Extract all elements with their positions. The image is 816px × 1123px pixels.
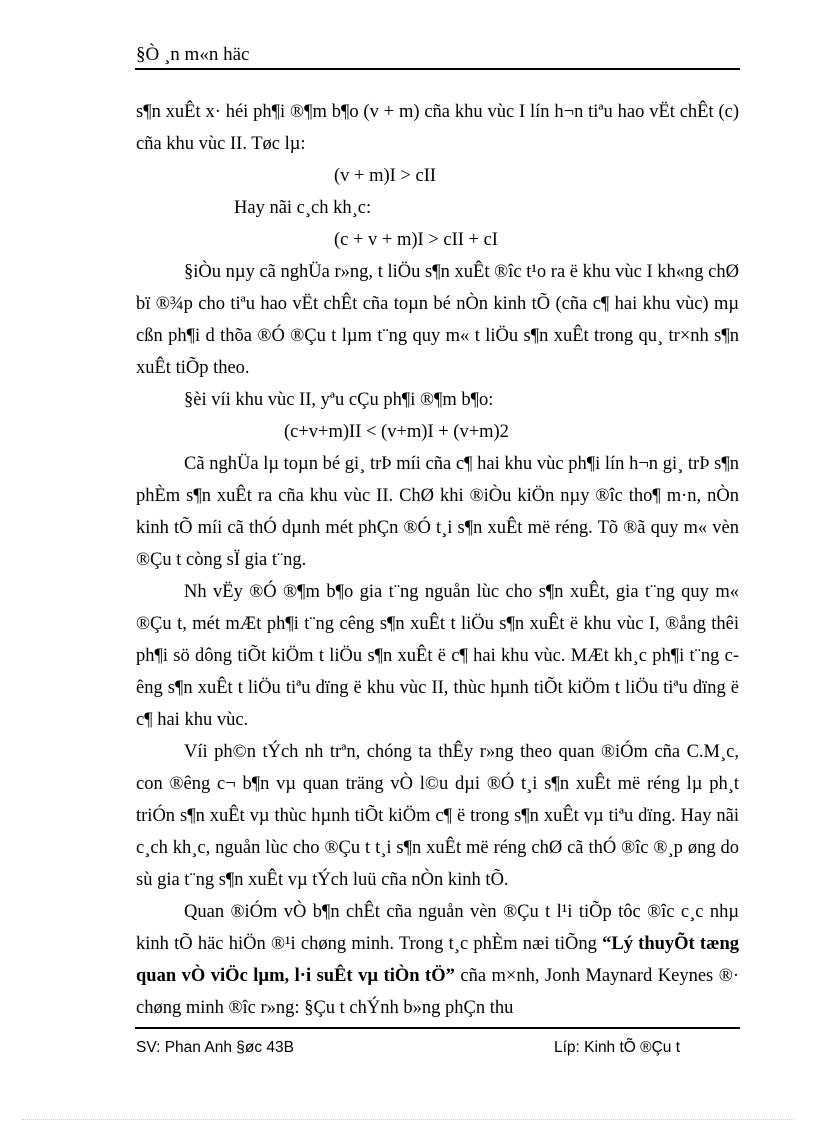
equation-intro: Hay nãi c¸ch kh¸c: [234, 198, 372, 218]
equation-2: (c + v + m)I > cII + cI [334, 230, 498, 250]
footer-rule [135, 1027, 740, 1029]
paragraph-1: s¶n xuÊt x· héi ph¶i ®¶m b¶o (v + m) cña khu vùc I lín h¬n tiªu hao vËt chÊt (c) cña khu vùc II. Tøc lµ: [136, 102, 739, 154]
footer-class: Líp: Kinh tÕ ®Çu t [554, 1039, 681, 1056]
running-header: §Ò ¸n m«n häc [136, 44, 250, 65]
paragraph-7 [136, 896, 739, 1024]
equation-1: (v + m)I > cII [334, 166, 437, 186]
paragraph-7-text-end: cña m×nh, Jonh Maynard Keynes ®· chøng minh ®îc r»ng: §Çu t chÝnh b»ng phÇn thu [136, 966, 739, 1018]
paragraph-2: §iÒu nµy cã nghÜa r»ng, t liÖu s¶n xuÊt ®îc t¹o ra ë khu vùc I kh«ng chØ bï ®¾p cho tiªu hao vËt chÊt cña toµn bé nÒn kinh tÕ (cña c¶ hai khu vùc) mµ cßn ph¶i d thõa ®Ó ®Çu t lµm t¨ng quy m« t liÖu s¶n xuÊt trong qu¸ tr×nh s¶n xuÊt tiÕp theo. [136, 262, 739, 378]
body-text [136, 96, 739, 1024]
footer-student: SV: Phan Anh §øc 43B [136, 1039, 294, 1056]
paragraph-5: Nh vËy ®Ó ®¶m b¶o gia t¨ng nguån lùc cho s¶n xuÊt, gia t¨ng quy m« ®Çu t, mét mÆt ph¶i t¨ng cêng s¶n xuÊt t liÖu s¶n xuÊt ë khu vùc I, ®ång thêi ph¶i sö dông tiÕt kiÖm t liÖu s¶n xuÊt ë c¶ hai khu vùc. MÆt kh¸c ph¶i t¨ng cêng s¶n xuÊt t liÖu tiªu dïng ë khu vùc II, thùc hµnh tiÕt kiÖm t liÖu tiªu dïng ë c¶ hai khu vùc. [136, 582, 739, 730]
paragraph-6: Víi ph©n tÝch nh trªn, chóng ta thÊy r»ng theo quan ®iÓm cña C.M¸c, con ®êng c¬ b¶n vµ quan träng vÒ l©u dµi ®Ó t¸i s¶n xuÊt më réng lµ ph¸t triÓn s¶n xuÊt vµ thùc hµnh tiÕt kiÖm c¶ ë trong s¶n xuÊt vµ tiªu dïng. Hay nãi c¸ch kh¸c, nguån lùc cho ®Çu t t¸i s¶n xuÊt më réng chØ cã thÓ ®îc ®¸p øng do sù gia t¨ng s¶n xuÊt vµ tÝch luü cña nÒn kinh tÕ. [136, 742, 739, 890]
header-rule [135, 68, 740, 70]
equation-3: (c+v+m)II < (v+m)I + (v+m)2 [284, 422, 509, 442]
paragraph-3: §èi víi khu vùc II, yªu cÇu ph¶i ®¶m b¶o: [184, 390, 494, 410]
paragraph-7-text: Quan ®iÓm vÒ b¶n chÊt cña nguån vèn ®Çu t l¹i tiÕp tôc ®îc c¸c nhµ kinh tÕ häc hiÖn ®¹i chøng minh. Trong t¸c phÈm næi tiÕng [136, 902, 739, 954]
paragraph-4: Cã nghÜa lµ toµn bé gi¸ trÞ míi cña c¶ hai khu vùc ph¶i lín h¬n gi¸ trÞ s¶n phÈm s¶n xuÊt ra cña khu vùc II. ChØ khi ®iÒu kiÖn nµy ®îc tho¶ m·n, nÒn kinh tÕ míi cã thÓ dµnh mét phÇn ®Ó t¸i s¶n xuÊt më réng. Tõ ®ã quy m« vèn ®Çu t còng sÏ gia t¨ng. [136, 454, 739, 570]
page-bottom-border [22, 1119, 794, 1120]
book-title: “Lý thuyÕt tæng quan vÒ viÖc lµm, l·i suÊt vµ tiÒn tÖ” [136, 934, 739, 986]
